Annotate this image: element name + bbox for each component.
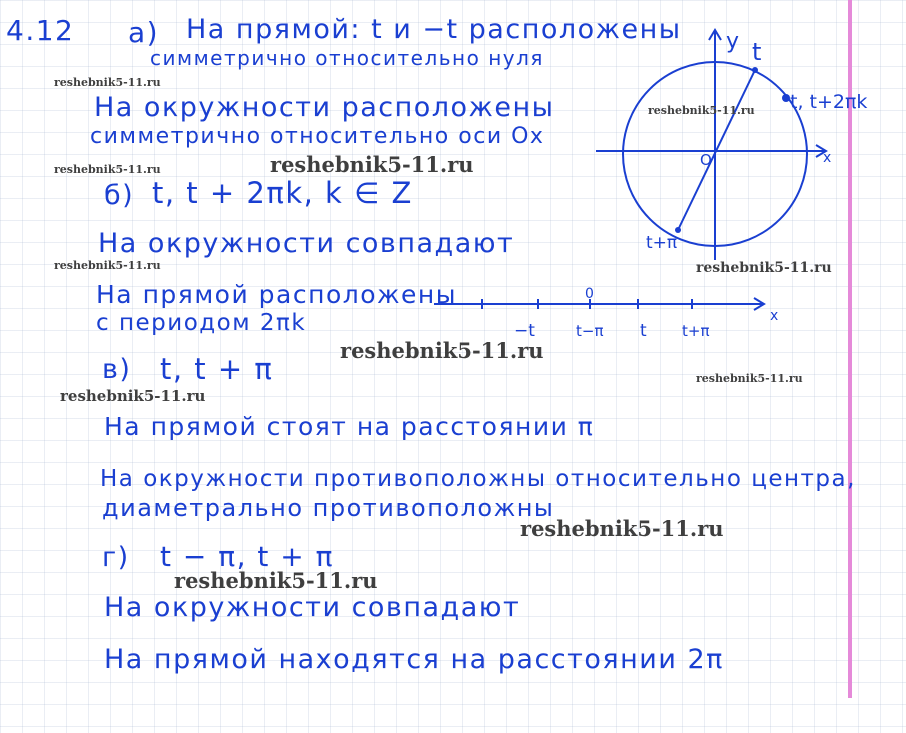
- number-line-zero-label: 0: [585, 286, 594, 302]
- part-a-line-2: симметрично относительно нуля: [150, 46, 544, 70]
- part-v-circle-line-1: На окружности противоположны относительно центра,: [100, 466, 856, 492]
- watermark-small-5: reshebnik5-11.ru: [696, 372, 803, 385]
- watermark-small-4: reshebnik5-11.ru: [54, 259, 161, 272]
- point-t-plus-pi-label: t+π: [646, 233, 678, 253]
- part-g-label: г): [102, 542, 130, 573]
- part-a-label: а): [128, 16, 160, 49]
- number-line-label-t-plus-pi: t+π: [682, 322, 710, 340]
- part-a-line-1: На прямой: t и −t расположены: [186, 14, 682, 45]
- part-v-label: в): [102, 354, 132, 385]
- watermark-big-1: reshebnik5-11.ru: [270, 152, 474, 177]
- part-v-line: На прямой стоят на расстоянии π: [104, 412, 595, 441]
- point-t-marker: [752, 67, 758, 73]
- watermark-medium-1: reshebnik5-11.ru: [696, 260, 832, 276]
- y-axis-label: y: [726, 29, 740, 54]
- part-a-circle-line-2: симметрично относительно оси Ox: [90, 124, 545, 149]
- part-b-line-1: На прямой расположены: [96, 280, 458, 309]
- number-line-label-t: t: [640, 321, 647, 341]
- watermark-big-2: reshebnik5-11.ru: [340, 338, 544, 363]
- watermark-small-2: reshebnik5-11.ru: [648, 104, 755, 117]
- part-g-line: На прямой находятся на расстоянии 2π: [104, 644, 724, 675]
- origin-label: O: [700, 151, 712, 169]
- watermark-small-1: reshebnik5-11.ru: [54, 76, 161, 89]
- number-line-label-t-minus-pi: t−π: [576, 322, 604, 340]
- watermark-small-3: reshebnik5-11.ru: [54, 163, 161, 176]
- number-line-diagram: [430, 282, 790, 344]
- problem-number: 4.12: [6, 14, 75, 47]
- part-g-circle: На окружности совпадают: [104, 592, 521, 623]
- part-v-expression: t, t + π: [160, 352, 274, 386]
- point-t-label: t: [752, 38, 762, 66]
- part-b-circle: На окружности совпадают: [98, 228, 515, 259]
- watermark-big-3: reshebnik5-11.ru: [520, 516, 724, 541]
- part-v-circle-line-2: диаметрально противоположны: [102, 494, 555, 522]
- watermark-medium-2: reshebnik5-11.ru: [60, 387, 206, 405]
- part-g-expression: t − π, t + π: [160, 540, 334, 573]
- number-line-label-minus-t: −t: [514, 321, 535, 341]
- point-t-plus-2pik-label: t, t+2πk: [790, 91, 868, 113]
- number-line-x-label: x: [770, 308, 779, 324]
- part-b-expression: t, t + 2πk, k ∈ Z: [152, 176, 413, 210]
- point-t-plus-2pik-marker: [782, 94, 790, 102]
- part-b-label: б): [104, 180, 135, 211]
- part-a-circle-line-1: На окружности расположены: [94, 92, 555, 123]
- unit-circle-diagram: [590, 20, 868, 268]
- x-axis-label: x: [823, 150, 832, 166]
- watermark-big-4: reshebnik5-11.ru: [174, 568, 378, 593]
- part-b-line-2: с периодом 2πk: [96, 310, 307, 336]
